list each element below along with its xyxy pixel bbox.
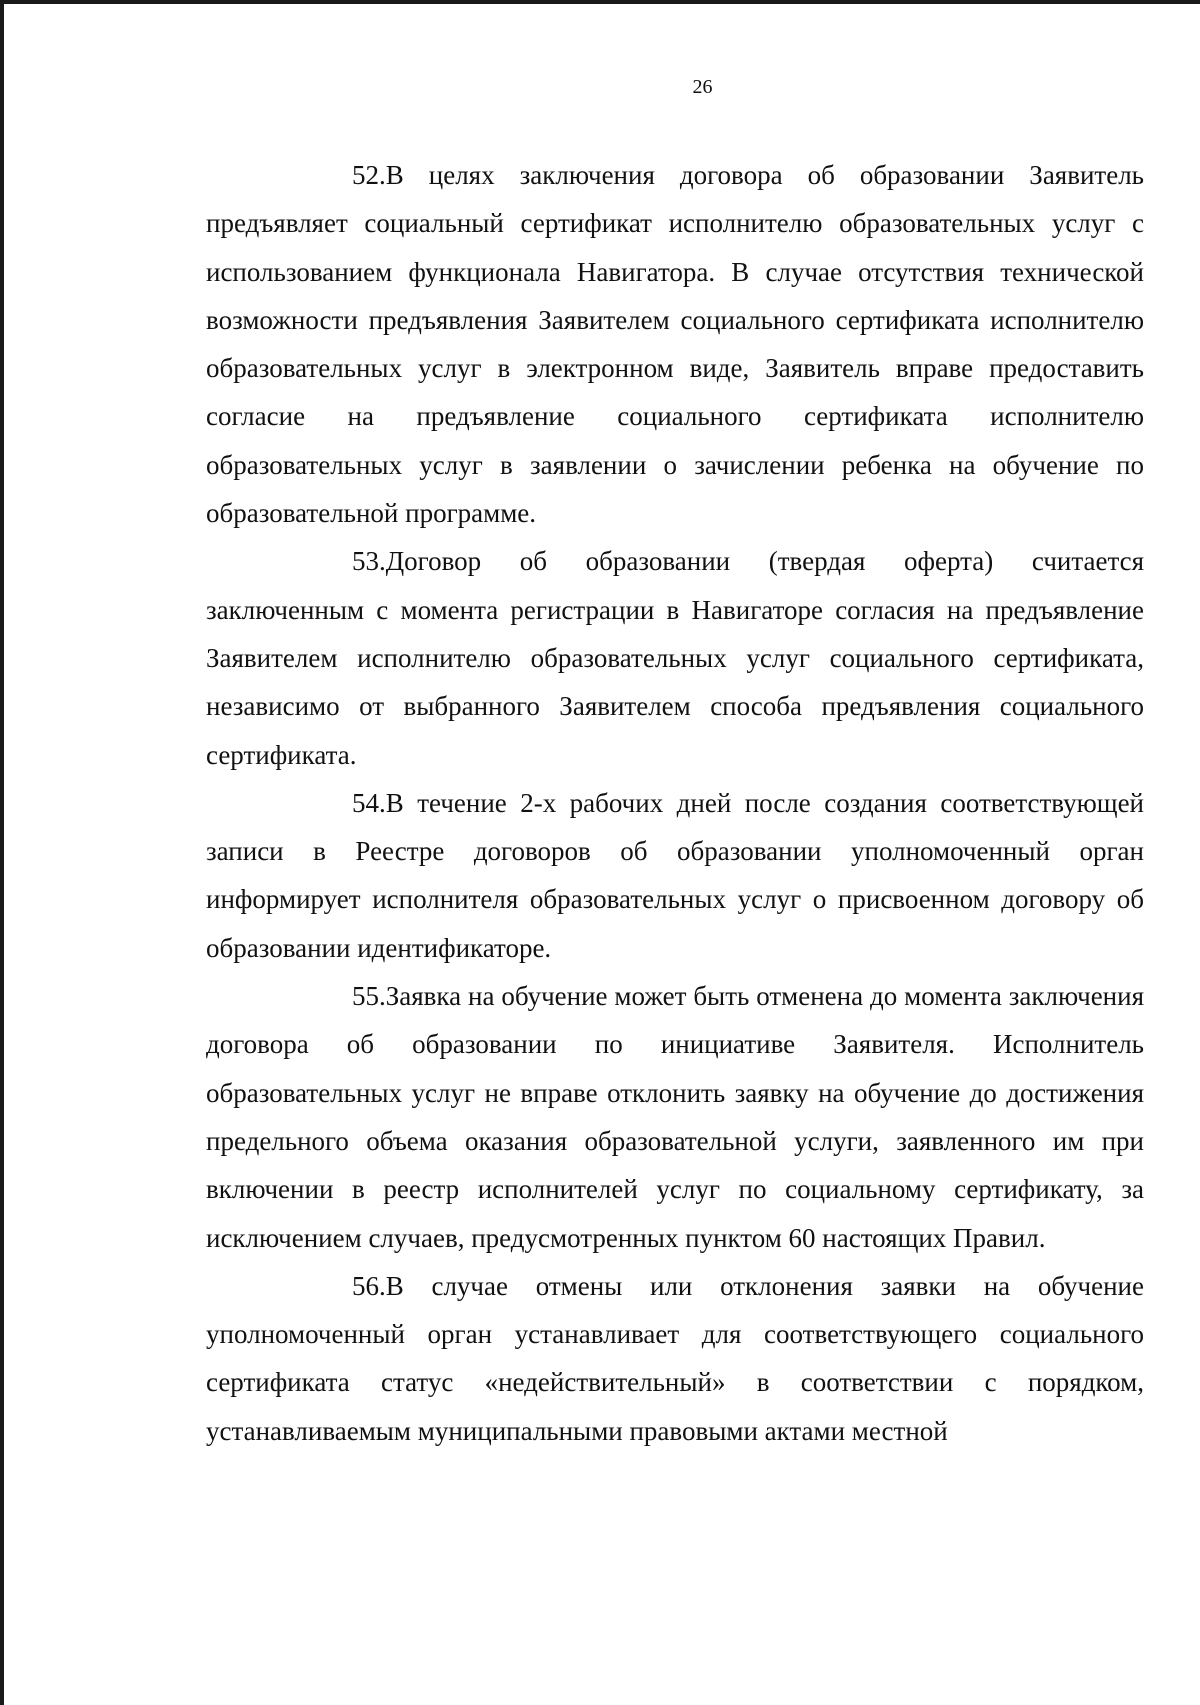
document-body bbox=[206, 151, 1144, 1455]
paragraph-text: В случае отмены или отклонения заявки на обучение уполномоченный орган устанавливает для соответствующего социального сертификата статус «недействительный» в соответствии с порядком, устанавливаемым муниципальными правовыми актами местной bbox=[206, 1270, 1144, 1446]
paragraph-54 bbox=[206, 779, 1144, 972]
paragraph-text: В течение 2-х рабочих дней после создания соответствующей записи в Реестре договоров об образовании уполномоченный орган информирует исполнителя образовательных услуг о присвоенном договору об образовании идентификаторе. bbox=[206, 787, 1144, 963]
paragraph-number: 56. bbox=[352, 1270, 386, 1301]
paragraph-number: 54. bbox=[352, 787, 386, 818]
paragraph-55 bbox=[206, 972, 1144, 1262]
paragraph-56 bbox=[206, 1262, 1144, 1455]
paragraph-text: Договор об образовании (твердая оферта) считается заключенным с момента регистрации в Навигаторе согласия на предъявление Заявителем исполнителю образовательных услуг социального сертификата, независимо от выбранного Заявителем способа предъявления социального сертификата. bbox=[206, 546, 1144, 770]
page-number: 26 bbox=[692, 76, 713, 98]
paragraph-52 bbox=[206, 151, 1144, 537]
paragraph-number: 55. bbox=[352, 981, 386, 1012]
paragraph-number: 53. bbox=[352, 546, 386, 577]
paragraph-number: 52. bbox=[352, 160, 386, 190]
paragraph-text: Заявка на обучение может быть отменена до момента заключения договора об образовании по инициативе Заявителя. Исполнитель образовательных услуг не вправе отклонить заявку на обучение до достижения предельного объема оказания образовательной услуги, заявленного им при включении в реестр исполнителей услуг по социальному сертификату, за исключением случаев, предусмотренных пунктом 60 настоящих Правил. bbox=[206, 981, 1144, 1253]
paragraph-text: В целях заключения договора об образовании Заявитель предъявляет социальный сертификат исполнителю образовательных услуг с использованием функционала Навигатора. В случае отсутствия технической возможности предъявления Заявителем социального сертификата исполнителю образовательных услуг в электронном виде, Заявитель вправе предоставить согласие на предъявление социального сертификата исполнителю образовательных услуг в заявлении о зачислении ребенка на обучение по образовательной программе. bbox=[206, 160, 1144, 529]
paragraph-53 bbox=[206, 537, 1144, 778]
